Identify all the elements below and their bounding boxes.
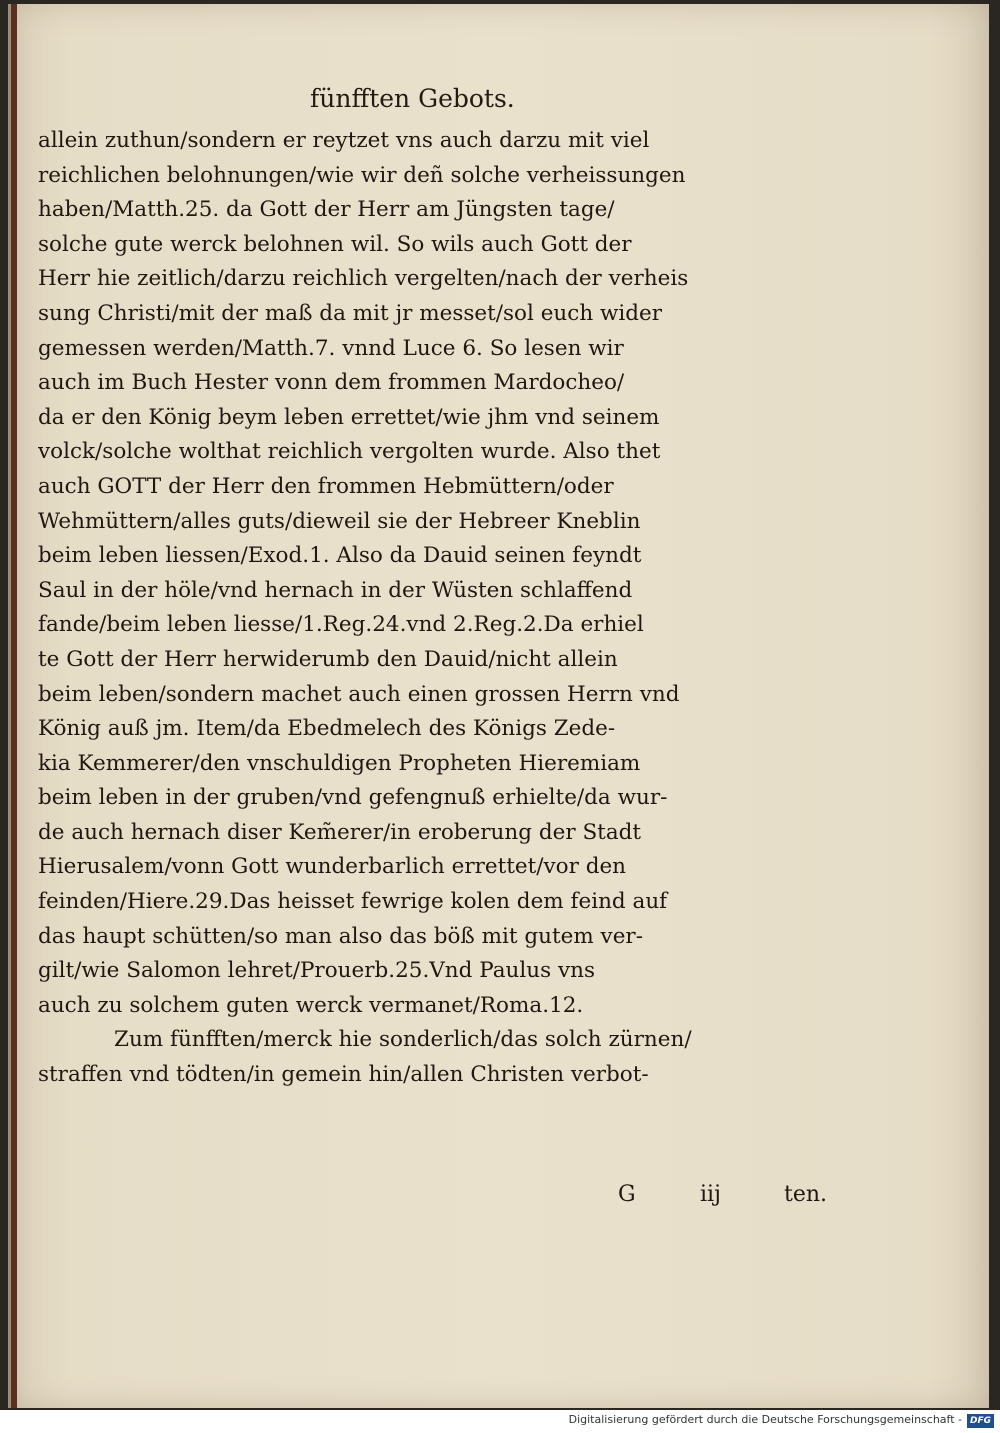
text-line: König auß jm. Item/da Ebedmelech des Königs Zede-: [38, 716, 616, 742]
running-head: fünfften Gebots.: [310, 84, 515, 113]
text-line: de auch hernach diser Kem̃erer/in eroberung der Stadt: [38, 819, 642, 845]
text-line: feinden/Hiere.29.Das heisset fewrige kolen dem feind auf: [38, 889, 668, 915]
text-line: beim leben liessen/Exod.1. Also da Dauid seinen feyndt: [38, 543, 642, 569]
text-line: allein zuthun/sondern er reytzet vns auch darzu mit viel: [38, 128, 650, 153]
text-line: Wehmüttern/alles guts/dieweil sie der Hebreer Kneblin: [38, 508, 641, 534]
text-line: das haupt schütten/so man also das böß mit gutem ver-: [38, 923, 643, 949]
text-line: sung Christi/mit der maß da mit jr messet/sol euch wider: [38, 300, 663, 326]
text-line: auch GOTT der Herr den frommen Hebmüttern/oder: [38, 473, 614, 499]
text-line: kia Kemmerer/den vnschuldigen Propheten Hieremiam: [38, 750, 641, 776]
text-line: straffen vnd tödten/in gemein hin/allen Christen verbot-: [38, 1062, 649, 1088]
text-line: beim leben/sondern machet auch einen grossen Herrn vnd: [38, 681, 680, 707]
funding-credit: Digitalisierung gefördert durch die Deutsche Forschungsgemeinschaft -: [568, 1413, 962, 1426]
text-line: volck/solche wolthat reichlich vergolten wurde. Also thet: [38, 439, 661, 465]
text-line: beim leben in der gruben/vnd gefengnuß erhielte/da wur-: [38, 785, 668, 811]
text-line: Herr hie zeitlich/darzu reichlich vergelten/nach der verheis: [38, 266, 689, 292]
text-line: solche gute werck belohnen wil. So wils auch Gott der: [38, 231, 632, 257]
text-line: da er den König beym leben errettet/wie jhm vnd seinem: [38, 404, 660, 430]
signature-mark: G: [618, 1182, 636, 1207]
text-line: haben/Matth.25. da Gott der Herr am Jüngsten tage/: [38, 197, 615, 223]
text-line: fande/beim leben liesse/1.Reg.24.vnd 2.Reg.2.Da erhiel: [38, 612, 644, 638]
catchword: ten.: [784, 1182, 828, 1207]
text-line: reichlichen belohnungen/wie wir deñ solche verheissungen: [38, 162, 686, 188]
paragraph-start-line: Zum fünfften/merck hie sonderlich/das solch zürnen/: [114, 1027, 692, 1053]
text-line: Hierusalem/vonn Gott wunderbarlich errettet/vor den: [38, 854, 627, 880]
binding-edge: [11, 4, 17, 1408]
text-line: Saul in der höle/vnd hernach in der Wüsten schlaffend: [38, 577, 633, 603]
dfg-logo: DFG: [967, 1414, 994, 1428]
signature-number: iij: [700, 1182, 721, 1207]
text-line: gemessen werden/Matth.7. vnnd Luce 6. So lesen wir: [38, 335, 624, 361]
text-line: auch zu solchem guten werck vermanet/Roma.12.: [38, 992, 584, 1018]
text-line: auch im Buch Hester vonn dem frommen Mardocheo/: [38, 370, 625, 396]
text-line: gilt/wie Salomon lehret/Prouerb.25.Vnd Paulus vns: [38, 958, 596, 984]
body-text: [38, 124, 838, 1093]
digitization-footer: [0, 1410, 1000, 1433]
text-line: te Gott der Herr herwiderumb den Dauid/nicht allein: [38, 646, 618, 672]
